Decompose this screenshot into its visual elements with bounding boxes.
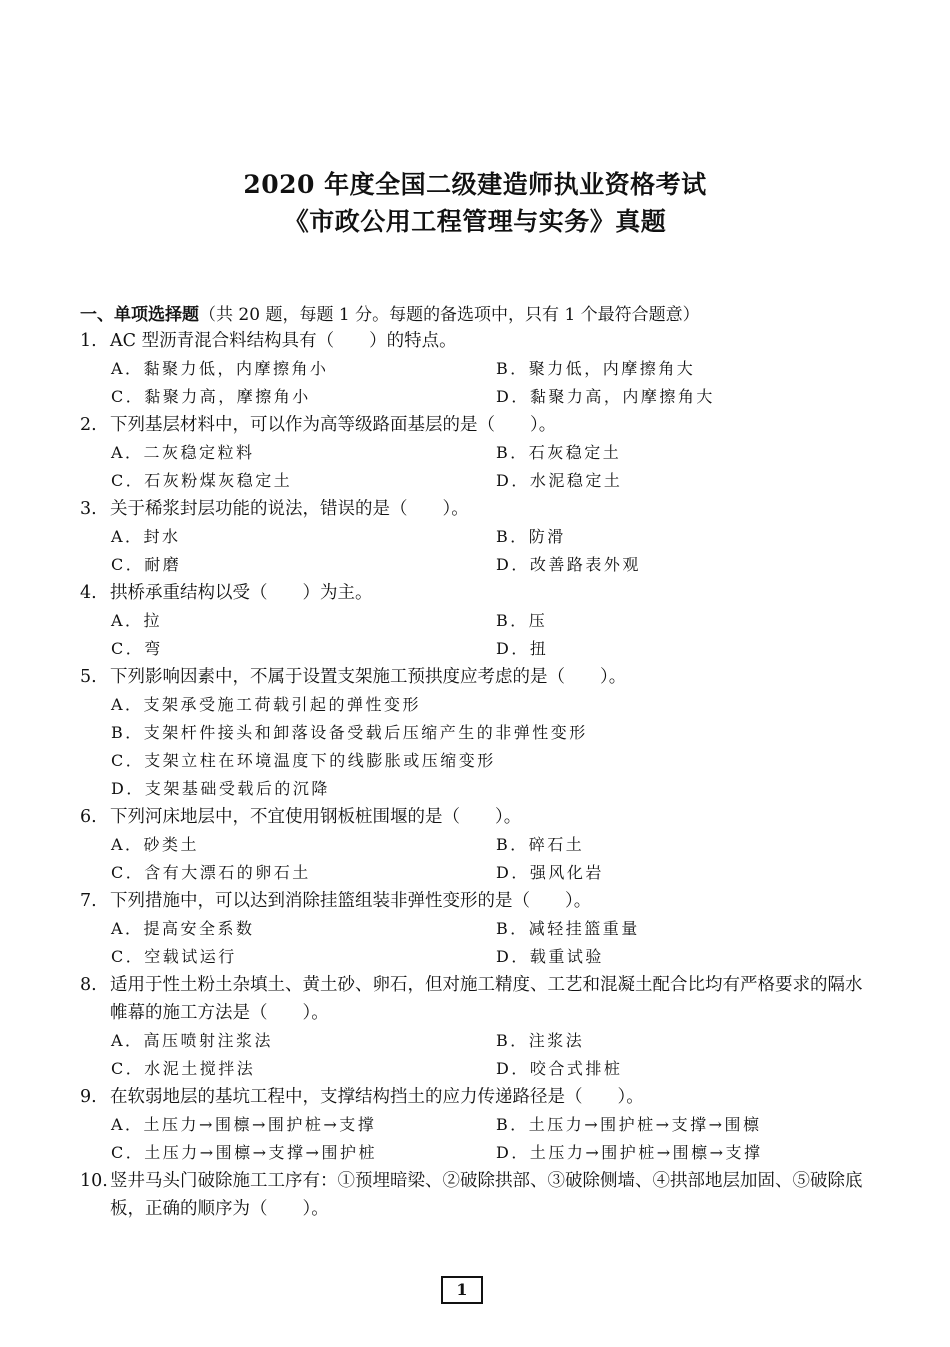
- option-c: C．水泥土搅拌法: [111, 1059, 256, 1078]
- section-note: （共 20 题，每题 1 分。每题的备选项中，只有 1 个最符合题意）: [199, 305, 700, 325]
- question-1: [80, 327, 870, 411]
- question-7: [80, 887, 870, 971]
- option-c: C．耐磨: [111, 555, 182, 574]
- question-text: 关于稀浆封层功能的说法，错误的是（ ）。: [110, 499, 469, 519]
- option-c: C．石灰粉煤灰稳定土: [111, 471, 293, 490]
- option-b: B．土压力→围护桩→支撑→围檩: [496, 1115, 762, 1134]
- question-2: [80, 411, 870, 495]
- option-c: C．含有大漂石的卵石土: [111, 863, 311, 882]
- option-d: D．咬合式排桩: [496, 1059, 623, 1078]
- option-a: A．支架承受施工荷载引起的弹性变形: [111, 695, 422, 714]
- option-b: B．减轻挂篮重量: [496, 919, 640, 938]
- option-a: A．土压力→围檩→围护桩→支撑: [111, 1115, 377, 1134]
- option-d: D．水泥稳定土: [496, 471, 623, 490]
- question-text: AC 型沥青混合料结构具有（ ）的特点。: [110, 331, 457, 351]
- option-d: D．载重试验: [496, 947, 604, 966]
- exam-subtitle: 《市政公用工程管理与实务》真题: [283, 207, 667, 236]
- question-8: [80, 971, 870, 1083]
- option-b: B．支架杆件接头和卸落设备受载后压缩产生的非弹性变形: [111, 723, 588, 742]
- option-a: A．封水: [111, 527, 181, 546]
- question-10: [80, 1167, 870, 1223]
- page-number: 1: [441, 1276, 483, 1304]
- question-text: 下列措施中，可以达到消除挂篮组装非弹性变形的是（ ）。: [110, 891, 592, 911]
- section-header: [80, 300, 700, 325]
- question-number: 6.: [80, 807, 97, 827]
- option-d: D．黏聚力高，内摩擦角大: [496, 387, 715, 406]
- question-text: 竖井马头门破除施工工序有：①预埋暗梁、②破除拱部、③破除侧墙、④拱部地层加固、⑤破除底板，正确的顺序为（ ）。: [110, 1171, 863, 1219]
- option-b: B．聚力低，内摩擦角大: [496, 359, 696, 378]
- question-text: 适用于性土粉土杂填土、黄土砂、卵石，但对施工精度、工艺和混凝土配合比均有严格要求的隔水帷幕的施工方法是（ ）。: [110, 975, 863, 1023]
- question-number: 2.: [80, 415, 97, 435]
- option-b: B．碎石土: [496, 835, 585, 854]
- option-d: D．扭: [496, 639, 549, 658]
- question-4: [80, 579, 870, 663]
- option-a: A．二灰稳定粒料: [111, 443, 255, 462]
- question-number: 3.: [80, 499, 97, 519]
- question-number: 7.: [80, 891, 97, 911]
- option-b: B．防滑: [496, 527, 566, 546]
- option-a: A．黏聚力低，内摩擦角小: [111, 359, 329, 378]
- question-number: 4.: [80, 583, 97, 603]
- option-d: D．土压力→围护桩→围檩→支撑: [496, 1143, 763, 1162]
- question-3: [80, 495, 870, 579]
- option-c: C．土压力→围檩→支撑→围护桩: [111, 1143, 377, 1162]
- option-a: A．砂类土: [111, 835, 200, 854]
- question-text: 下列影响因素中，不属于设置支架施工预拱度应考虑的是（ ）。: [110, 667, 627, 687]
- option-b: B．石灰稳定土: [496, 443, 622, 462]
- question-number: 10.: [80, 1171, 108, 1191]
- question-text: 在软弱地层的基坑工程中，支撑结构挡土的应力传递路径是（ ）。: [110, 1087, 644, 1107]
- option-d: D．支架基础受载后的沉降: [111, 779, 330, 798]
- option-c: C．弯: [111, 639, 163, 658]
- section-heading: 一、单项选择题: [80, 305, 199, 325]
- option-c: C．支架立柱在环境温度下的线膨胀或压缩变形: [111, 751, 496, 770]
- question-text: 拱桥承重结构以受（ ）为主。: [110, 583, 373, 603]
- exam-title: 2020 年度全国二级建造师执业资格考试: [243, 170, 707, 199]
- question-list: [80, 327, 870, 1223]
- question-text: 下列河床地层中，不宜使用钢板桩围堰的是（ ）。: [110, 807, 522, 827]
- question-number: 1.: [80, 331, 97, 351]
- question-6: [80, 803, 870, 887]
- option-c: C．黏聚力高，摩擦角小: [111, 387, 311, 406]
- option-b: B．压: [496, 611, 548, 630]
- question-number: 5.: [80, 667, 97, 687]
- option-c: C．空载试运行: [111, 947, 237, 966]
- option-a: A．高压喷射注浆法: [111, 1031, 274, 1050]
- question-text: 下列基层材料中，可以作为高等级路面基层的是（ ）。: [110, 415, 557, 435]
- question-number: 8.: [80, 975, 97, 995]
- option-a: A．提高安全系数: [111, 919, 255, 938]
- question-9: [80, 1083, 870, 1167]
- option-d: D．改善路表外观: [496, 555, 641, 574]
- question-5: [80, 663, 870, 803]
- option-d: D．强风化岩: [496, 863, 604, 882]
- option-a: A．拉: [111, 611, 163, 630]
- option-b: B．注浆法: [496, 1031, 585, 1050]
- question-number: 9.: [80, 1087, 97, 1107]
